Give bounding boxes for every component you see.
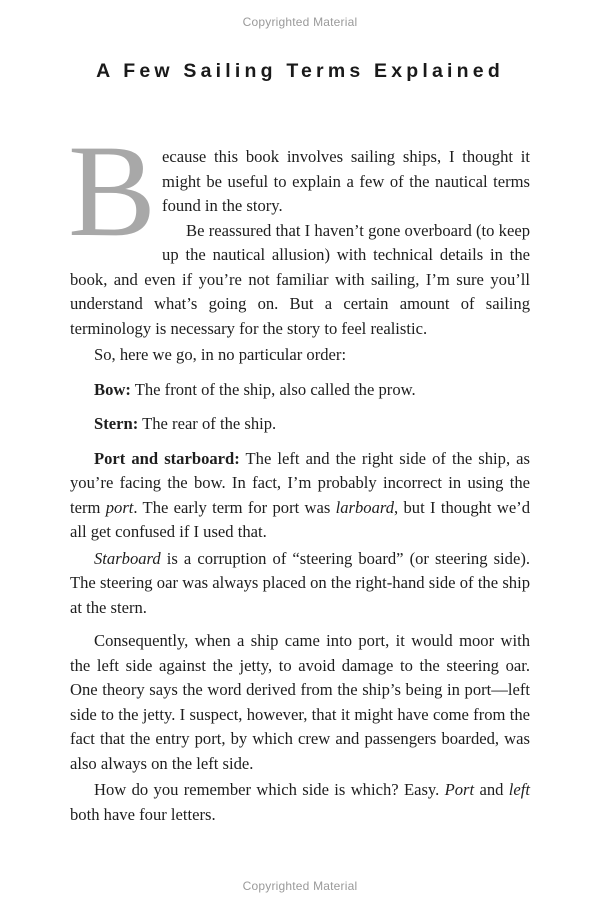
term-stern — [70, 412, 530, 437]
intro-paragraph-1 — [68, 117, 530, 264]
starboard-word: Starboard — [94, 548, 161, 568]
term-stern-definition: The rear of the ship. — [142, 414, 277, 433]
remember-word-port: Port — [444, 780, 475, 799]
term-port-starboard — [70, 447, 530, 545]
term-port-word-port: port — [105, 497, 134, 517]
term-bow-label: Bow: — [94, 379, 131, 399]
body-text — [68, 117, 531, 827]
term-bow — [70, 378, 530, 403]
term-stern-label: Stern: — [94, 414, 139, 433]
term-port-word-larboard: larboard — [335, 497, 395, 517]
term-bow-definition: The front of the ship, also called the prow. — [134, 379, 416, 399]
intro-paragraph-1-text: ecause this book involves sailing ships, I thought it might be useful to explain a few of the nautical terms found in the story. — [162, 147, 530, 215]
chapter-title: A Few Sailing Terms Explained — [96, 60, 504, 82]
term-port-definition-c: , but I thought we’d all get confused if I used that. — [70, 497, 531, 541]
starboard-paragraph — [70, 547, 530, 621]
remember-text-a: How do you remember which side is which? Easy. — [94, 780, 440, 799]
term-port-definition-a: The left and the right side of the ship, as you’re facing the bow. In fact, I’m probably incorrect in using the term — [70, 448, 530, 517]
remember-word-left: left — [508, 780, 530, 799]
intro-paragraph-2: Be reassured that I haven’t gone overboard (to keep up the nautical allusion) with technical details in the book, and even if you’re not familiar with sailing, I’m sure you’ll understand what’s going on. But a certain amount of sailing terminology is necessary for the story to feel realistic. — [70, 220, 530, 338]
watermark-bottom: Copyrighted Material — [242, 879, 358, 893]
term-port-definition-b: . The early term for port was — [133, 497, 331, 517]
watermark-top: Copyrighted Material — [242, 15, 358, 29]
starboard-rest: is a corruption of “steering board” (or steering side). The steering oar was always placed on the right-hand side of the ship at the stern. — [70, 548, 530, 617]
remember-word-and: and — [479, 780, 504, 799]
term-port-label: Port and starboard: — [94, 448, 240, 468]
remember-paragraph — [70, 778, 530, 827]
intro-paragraph-3: So, here we go, in no particular order: — [94, 345, 347, 364]
drop-cap: B — [68, 117, 157, 264]
remember-text-b: both have four letters. — [70, 804, 216, 824]
consequently-paragraph: Consequently, when a ship came into port, it would moor with the left side against the jetty, to avoid damage to the steering oar. One theory says the word derived from the ship’s being in port—left side to the jetty. I suspect, however, that it might have come from the fact that the entry port, by which crew and passengers boarded, was also always on the left side. — [70, 631, 530, 773]
